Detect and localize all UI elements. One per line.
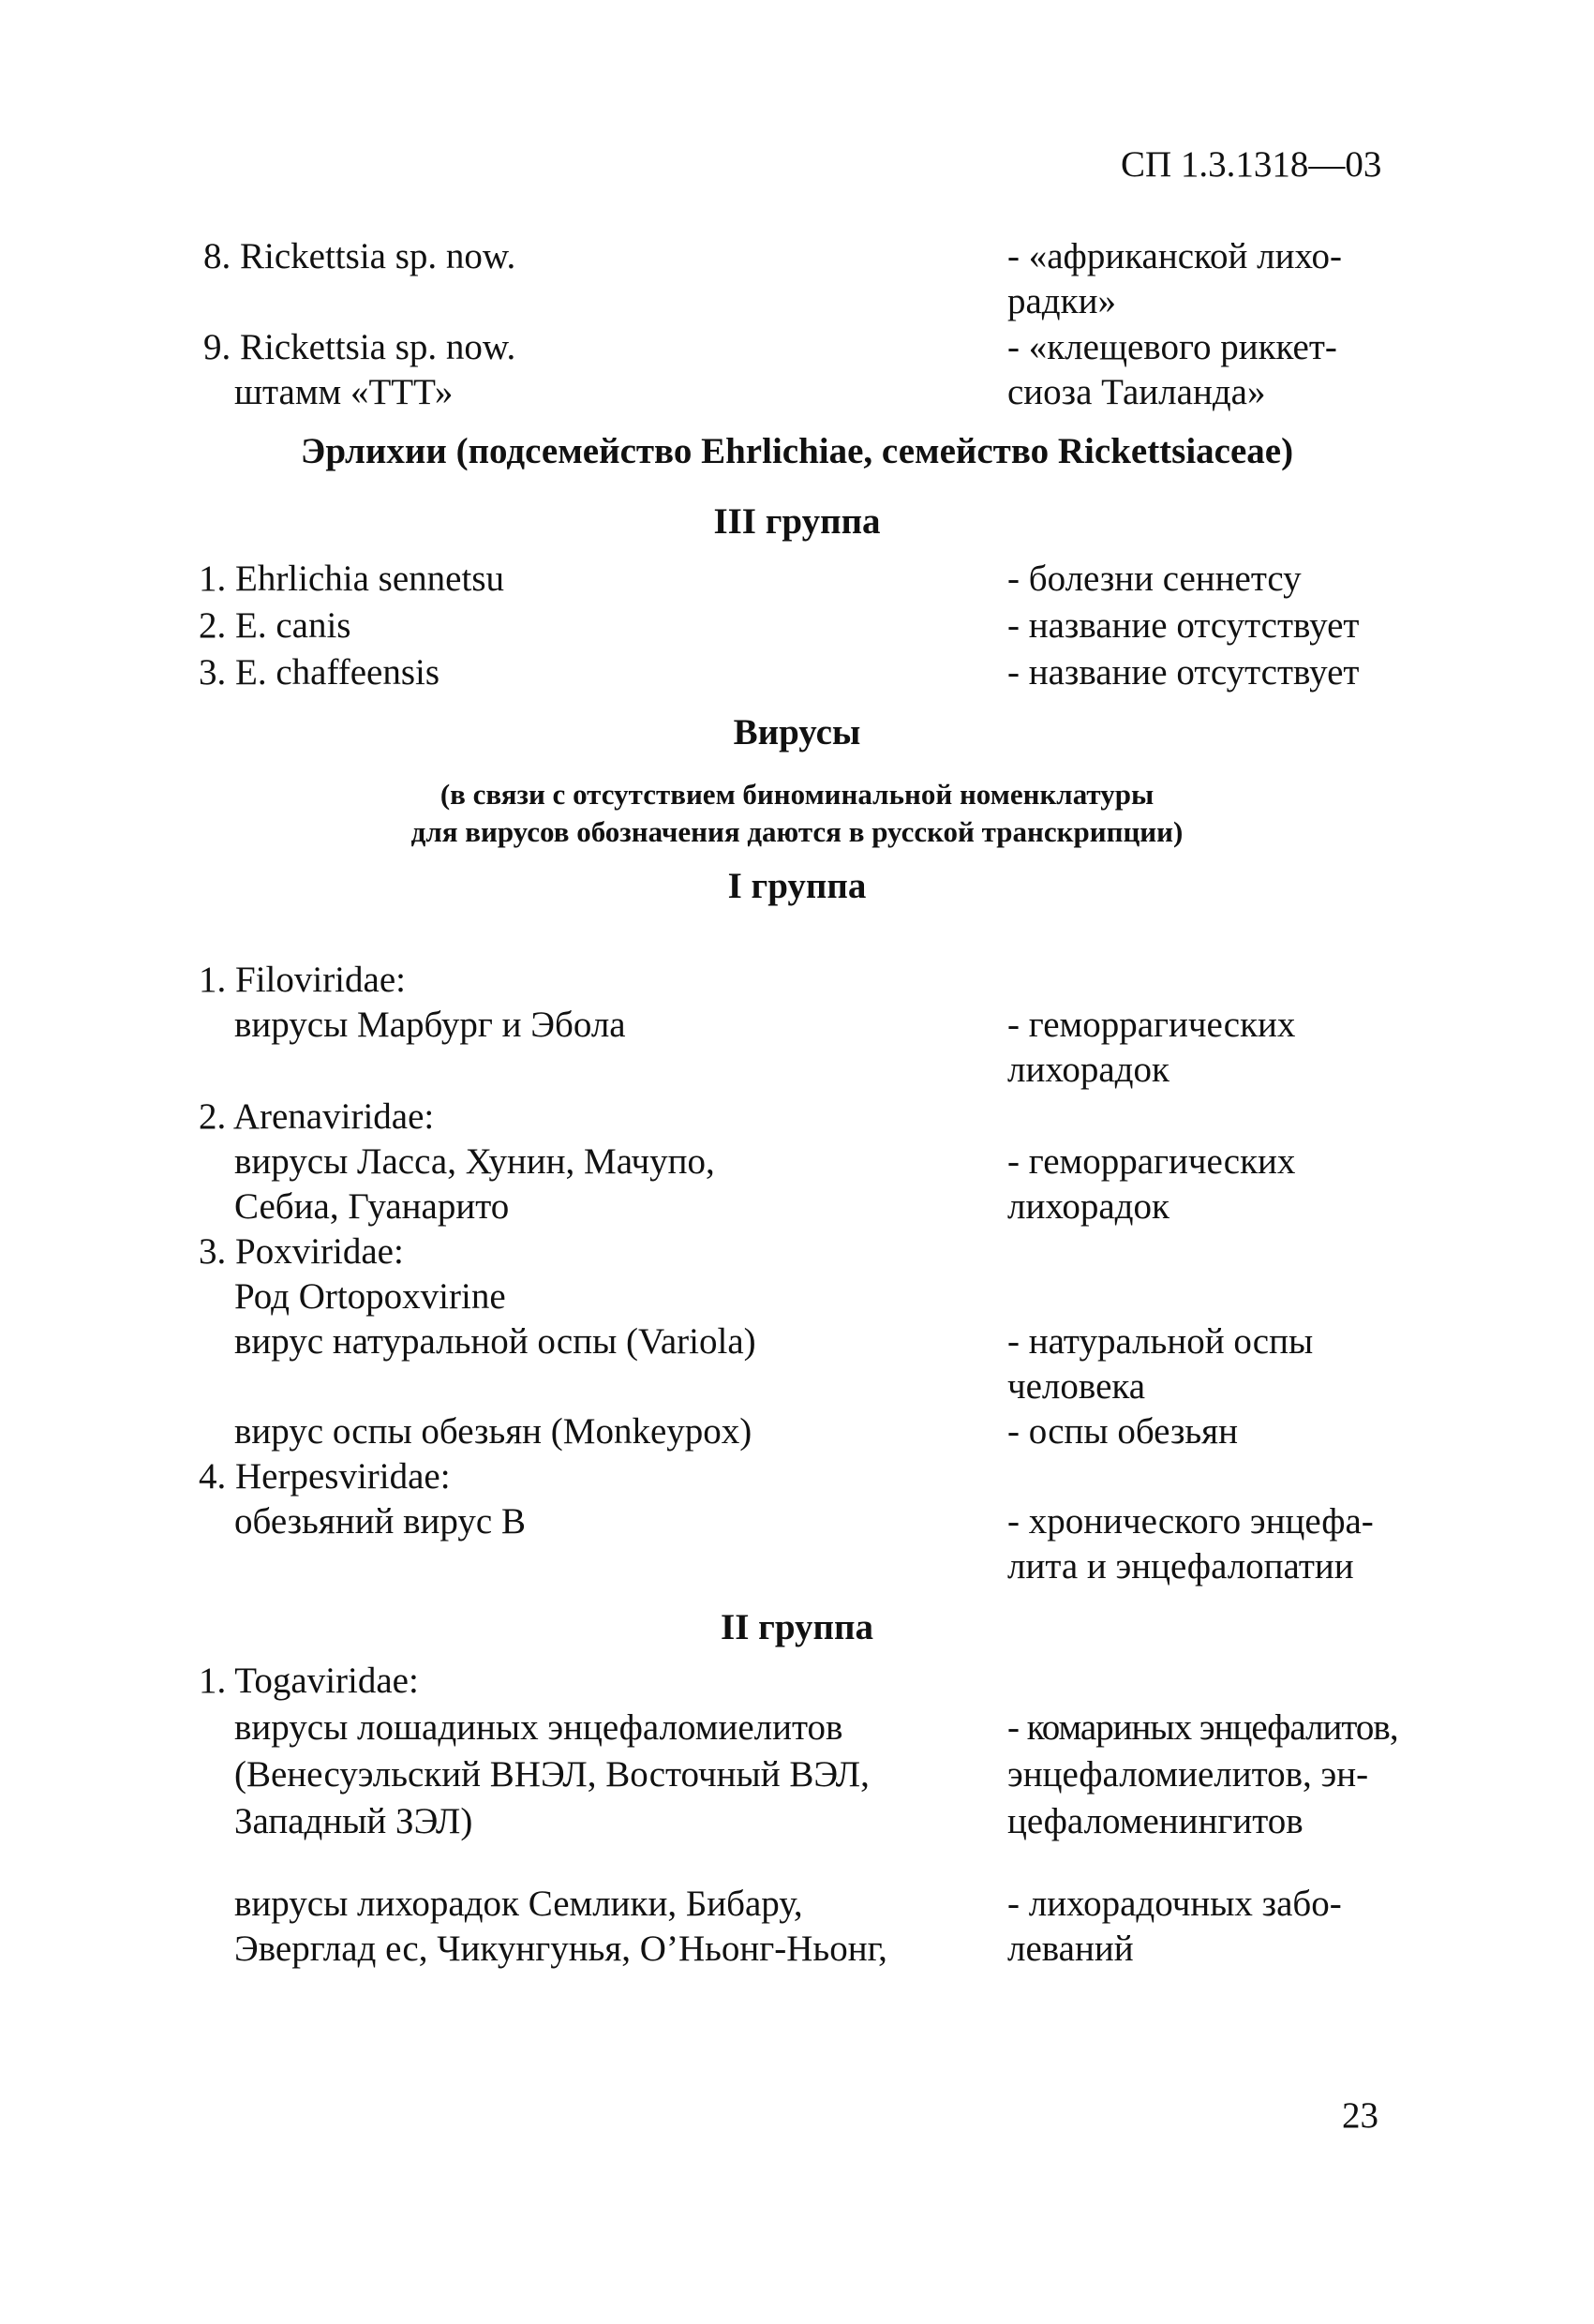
list-item-left: Эверглад ес, Чикунгунья, О’Ньонг-Ньонг, <box>234 1929 887 1969</box>
list-item-right: сиоза Таиланда» <box>1007 372 1266 412</box>
section-note: (в связи с отсутствием биноминальной номенклатуры <box>439 778 1155 811</box>
list-item-right: - «африканской лихо- <box>1007 236 1342 276</box>
list-item-right: леваний <box>1007 1929 1134 1969</box>
list-item-left: 1. Togaviridae: <box>199 1661 419 1701</box>
list-item-right: - название отсутствует <box>1007 652 1360 693</box>
list-item-left: 2. E. canis <box>199 605 351 646</box>
list-item-right: - лихорадочных забо- <box>1007 1884 1342 1924</box>
list-item-left: 1. Ehrlichia sennetsu <box>199 559 504 599</box>
list-item-left: Себиа, Гуанарито <box>234 1186 510 1227</box>
list-item-left: вирусы лошадиных энцефаломиелитов <box>234 1707 843 1748</box>
list-item-left: 2. Arenaviridae: <box>199 1096 435 1137</box>
section-note: для вирусов обозначения даются в русской транскрипции) <box>410 815 1184 848</box>
list-item-left: Западный ЗЭЛ) <box>234 1801 473 1841</box>
list-item-left: штамм «ТТТ» <box>234 372 454 412</box>
list-item-right: - «клещевого риккет- <box>1007 327 1337 367</box>
list-item-left: 4. Herpesviridae: <box>199 1456 451 1497</box>
list-item-left: вирусы Ласса, Хунин, Мачупо, <box>234 1141 715 1182</box>
list-item-right: - болезни сеннетсу <box>1007 559 1302 599</box>
list-item-right: - геморрагических <box>1007 1141 1296 1182</box>
group-title-iii: III группа <box>713 501 881 542</box>
group-title-ii: II группа <box>721 1607 873 1647</box>
group-title-i: I группа <box>727 866 867 906</box>
list-item-left: (Венесуэльский ВНЭЛ, Восточный ВЭЛ, <box>234 1754 870 1795</box>
list-item-right: - оспы обезьян <box>1007 1411 1238 1452</box>
list-item-left: Род Ortopoxvirine <box>234 1276 506 1317</box>
list-item-left: 3. Poxviridae: <box>199 1231 404 1272</box>
list-item-left: обезьяний вирус B <box>234 1501 526 1542</box>
list-item-right: радки» <box>1007 281 1116 321</box>
list-item-right: лихорадок <box>1007 1186 1169 1227</box>
list-item-right: - натуральной оспы <box>1007 1321 1314 1362</box>
document-code: СП 1.3.1318—03 <box>1121 144 1382 185</box>
list-item-left: 9. Rickettsia sp. now. <box>203 327 516 367</box>
section-heading-ehrlichia: Эрлихии (подсемейство Ehrlichiae, семейство Rickettsiaceae) <box>300 431 1294 471</box>
list-item-right: человека <box>1007 1366 1146 1407</box>
list-item-left: вирус натуральной оспы (Variola) <box>234 1321 756 1362</box>
list-item-right: лита и энцефалопатии <box>1007 1546 1354 1587</box>
list-item-left: 8. Rickettsia sp. now. <box>203 236 516 276</box>
list-item-left: 1. Filoviridae: <box>199 960 406 1000</box>
list-item-right: лихорадок <box>1007 1050 1169 1090</box>
list-item-right: - комариных энцефалитов, <box>1007 1707 1398 1748</box>
list-item-left: вирусы Марбург и Эбола <box>234 1005 626 1045</box>
list-item-right: энцефаломиелитов, эн- <box>1007 1754 1369 1795</box>
list-item-left: вирус оспы обезьян (Monkeypox) <box>234 1411 752 1452</box>
page-number: 23 <box>1342 2095 1378 2136</box>
list-item-left: 3. E. chaffeensis <box>199 652 440 693</box>
list-item-right: - хронического энцефа- <box>1007 1501 1374 1542</box>
list-item-right: - название отсутствует <box>1007 605 1360 646</box>
list-item-right: цефаломенингитов <box>1007 1801 1304 1841</box>
list-item-left: вирусы лихорадок Семлики, Бибару, <box>234 1884 803 1924</box>
section-heading-viruses: Вирусы <box>733 712 861 752</box>
list-item-right: - геморрагических <box>1007 1005 1296 1045</box>
